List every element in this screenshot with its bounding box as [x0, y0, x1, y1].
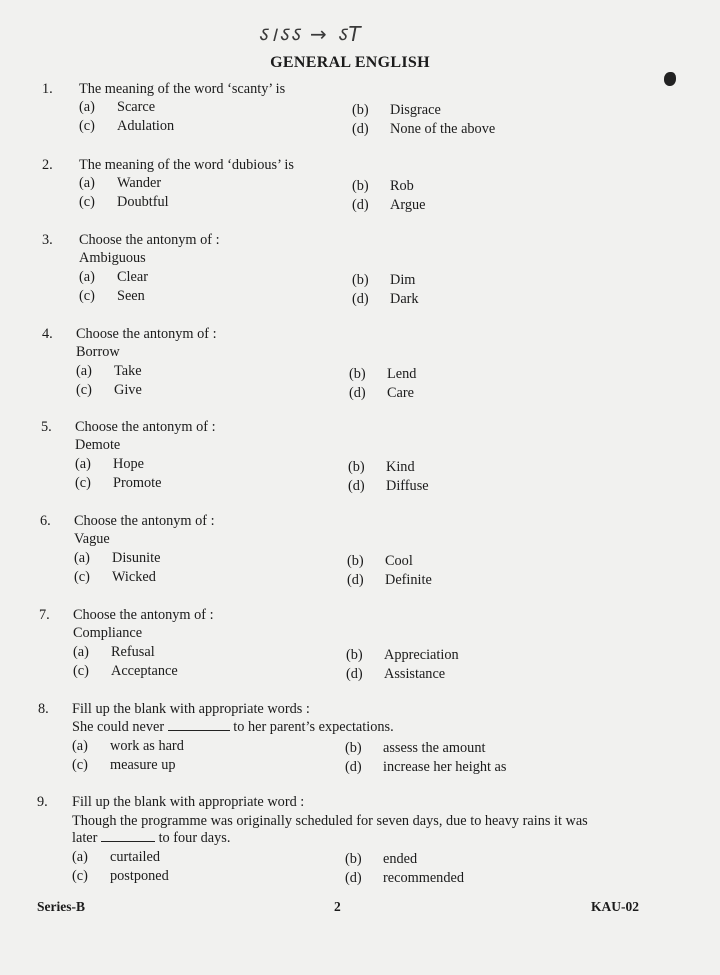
question-text: Choose the antonym of : [74, 513, 215, 529]
question-text: Choose the antonym of : [76, 326, 217, 342]
question-text: Choose the antonym of : [73, 607, 214, 623]
option-label: (b) [347, 553, 364, 569]
option-b [345, 739, 485, 758]
sentence-end: to her parent’s expectations. [233, 719, 394, 735]
option-label: (a) [79, 175, 95, 191]
option-b [349, 365, 416, 384]
page-title: GENERAL ENGLISH [270, 54, 430, 71]
option-d [352, 120, 495, 139]
option-label: (b) [352, 272, 369, 288]
question-number: 2. [42, 157, 53, 173]
option-label: (b) [349, 366, 366, 382]
option-label: (b) [352, 178, 369, 194]
option-label: (d) [347, 572, 364, 588]
question-word: Demote [75, 437, 121, 453]
option-a [79, 98, 155, 117]
option-text: Appreciation [384, 647, 459, 663]
option-label: (c) [79, 288, 95, 304]
question-number: 5. [41, 419, 52, 435]
option-text: Acceptance [111, 663, 178, 679]
option-a [74, 549, 160, 568]
option-text: Kind [386, 459, 415, 475]
question-text: Choose the antonym of : [79, 232, 220, 248]
paper-code: KAU-02 [591, 899, 639, 914]
answer-blank [101, 829, 155, 842]
option-a [72, 737, 184, 756]
option-label: (b) [345, 740, 362, 756]
handwritten-note: ऽ।ऽऽ → ऽT [258, 22, 363, 46]
option-text: assess the amount [383, 740, 486, 756]
option-text: postponed [110, 868, 169, 884]
question-word: Vague [74, 531, 110, 547]
question-sentence [72, 718, 394, 737]
option-text: None of the above [390, 121, 496, 137]
question-word: Borrow [76, 344, 120, 360]
sentence-end: to four days. [158, 830, 231, 846]
option-d [352, 290, 419, 309]
option-label: (d) [352, 291, 369, 307]
page-number: 2 [334, 899, 341, 914]
option-d [352, 196, 425, 215]
sentence-start: later [72, 830, 98, 846]
option-label: (d) [345, 870, 362, 886]
answer-blank [168, 718, 230, 731]
option-text: Doubtful [117, 194, 169, 210]
option-d [345, 869, 464, 888]
option-label: (c) [76, 382, 92, 398]
option-b [352, 177, 414, 196]
option-text: Assistance [384, 666, 446, 682]
option-text: Rob [390, 178, 414, 194]
option-a [76, 362, 142, 381]
option-d [345, 758, 506, 777]
option-label: (c) [72, 757, 88, 773]
option-label: (a) [72, 849, 88, 865]
question-text: Fill up the blank with appropriate words : [72, 701, 310, 717]
question-number: 1. [42, 81, 53, 97]
option-text: recommended [383, 870, 464, 886]
option-label: (c) [79, 194, 95, 210]
question-text: Choose the antonym of : [75, 419, 216, 435]
option-label: (d) [345, 759, 362, 775]
option-b [352, 271, 415, 290]
option-c [72, 867, 169, 886]
option-a [72, 848, 160, 867]
option-label: (c) [73, 663, 89, 679]
option-label: (a) [73, 644, 89, 660]
option-text: Care [387, 385, 414, 401]
question-text: The meaning of the word ‘scanty’ is [79, 81, 286, 97]
option-text: Take [114, 363, 142, 379]
option-text: Clear [117, 269, 148, 285]
option-label: (b) [348, 459, 365, 475]
option-d [349, 384, 414, 403]
option-text: Promote [113, 475, 162, 491]
option-c [74, 568, 156, 587]
option-c [75, 474, 161, 493]
option-c [73, 662, 178, 681]
option-label: (a) [79, 269, 95, 285]
question-number: 6. [40, 513, 51, 529]
ink-dot [664, 72, 676, 86]
option-label: (a) [72, 738, 88, 754]
option-b [352, 101, 441, 120]
option-d [348, 477, 429, 496]
option-text: Hope [113, 456, 144, 472]
question-number: 8. [38, 701, 49, 717]
option-a [79, 174, 161, 193]
option-d [347, 571, 432, 590]
option-text: Seen [117, 288, 145, 304]
option-label: (c) [74, 569, 90, 585]
option-text: Disunite [112, 550, 161, 566]
option-d [346, 665, 445, 684]
option-b [346, 646, 459, 665]
option-label: (c) [75, 475, 91, 491]
question-number: 9. [37, 794, 48, 810]
option-text: Wicked [112, 569, 156, 585]
option-c [79, 193, 169, 212]
question-text: Fill up the blank with appropriate word : [72, 794, 305, 810]
option-c [79, 287, 145, 306]
option-text: Argue [390, 197, 426, 213]
option-c [76, 381, 142, 400]
option-text: Disgrace [390, 102, 441, 118]
question-number: 7. [39, 607, 50, 623]
option-label: (a) [74, 550, 90, 566]
option-label: (d) [349, 385, 366, 401]
question-number: 3. [42, 232, 53, 248]
option-label: (b) [346, 647, 363, 663]
sentence-start: She could never [72, 719, 165, 735]
option-b [345, 850, 417, 869]
option-text: work as hard [110, 738, 184, 754]
option-text: Definite [385, 572, 432, 588]
option-c [79, 117, 174, 136]
question-word: Ambiguous [79, 250, 146, 266]
option-text: increase her height as [383, 759, 507, 775]
option-label: (d) [352, 197, 369, 213]
option-c [72, 756, 176, 775]
option-text: Diffuse [386, 478, 429, 494]
option-text: Refusal [111, 644, 155, 660]
option-text: ended [383, 851, 418, 867]
option-text: Cool [385, 553, 413, 569]
option-text: curtailed [110, 849, 161, 865]
option-text: Scarce [117, 99, 156, 115]
question-sentence-line: Though the programme was originally scheduled for seven days, due to heavy rains it was [72, 813, 588, 829]
option-a [75, 455, 144, 474]
option-label: (d) [352, 121, 369, 137]
option-label: (a) [75, 456, 91, 472]
option-a [79, 268, 148, 287]
option-label: (b) [352, 102, 369, 118]
option-b [348, 458, 415, 477]
question-word: Compliance [73, 625, 143, 641]
option-label: (a) [76, 363, 92, 379]
option-text: measure up [110, 757, 176, 773]
option-a [73, 643, 155, 662]
option-text: Wander [117, 175, 162, 191]
option-label: (a) [79, 99, 95, 115]
question-number: 4. [42, 326, 53, 342]
option-label: (c) [79, 118, 95, 134]
question-sentence [72, 829, 230, 848]
option-text: Give [114, 382, 142, 398]
question-text: The meaning of the word ‘dubious’ is [79, 157, 294, 173]
option-text: Lend [387, 366, 417, 382]
option-label: (c) [72, 868, 88, 884]
option-text: Adulation [117, 118, 175, 134]
option-b [347, 552, 413, 571]
option-label: (d) [348, 478, 365, 494]
series-label: Series-B [37, 899, 85, 914]
option-text: Dark [390, 291, 419, 307]
option-label: (b) [345, 851, 362, 867]
option-label: (d) [346, 666, 363, 682]
option-text: Dim [390, 272, 416, 288]
